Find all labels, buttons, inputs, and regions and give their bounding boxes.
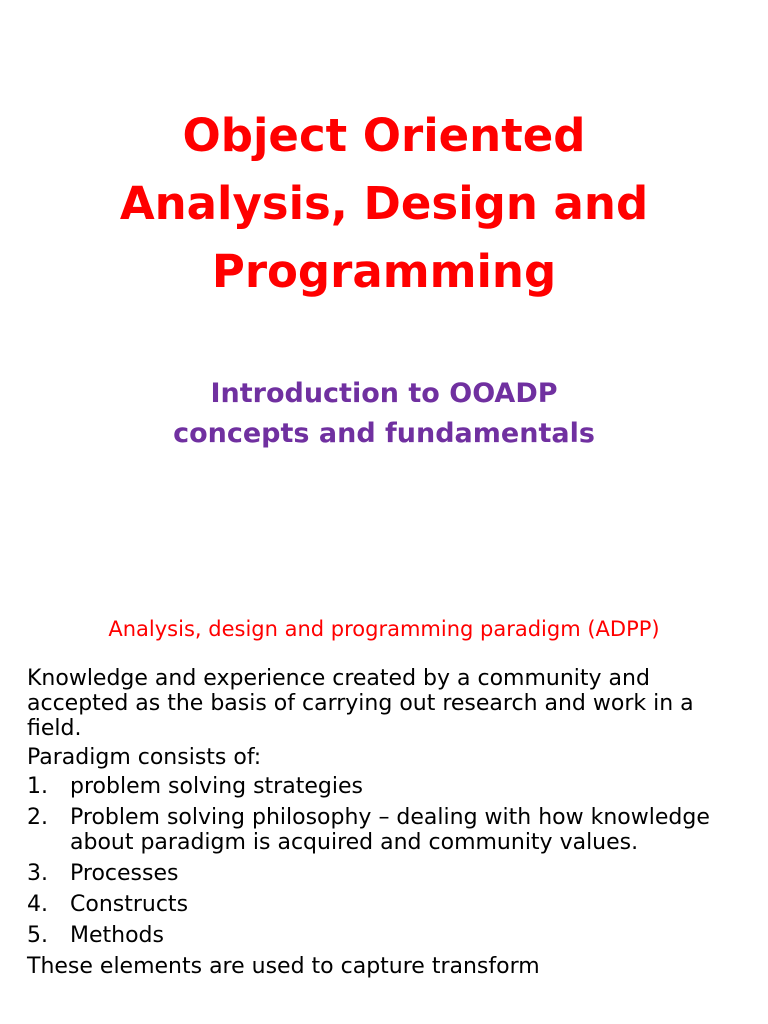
list-number: 2. (27, 805, 48, 830)
list-text: Constructs (70, 892, 189, 917)
list-number: 1. (27, 774, 48, 799)
list-text: Methods (70, 923, 164, 948)
list-number: 5. (27, 923, 48, 948)
list-item (27, 923, 747, 948)
subtitle-line-1: Introduction to OOADP (210, 378, 558, 409)
list-text: Processes (70, 861, 179, 886)
tail-paragraph: These elements are used to capture transform (27, 954, 540, 979)
slide-title (0, 102, 768, 306)
list-text: problem solving strategies (70, 774, 363, 799)
consists-paragraph: Paradigm consists of: (27, 745, 262, 770)
slide-subtitle (0, 374, 768, 454)
list-item (27, 892, 747, 917)
list-item (27, 861, 747, 886)
list-item (27, 774, 747, 799)
subtitle-line-2: concepts and fundamentals (173, 418, 595, 449)
slide-body (27, 666, 747, 979)
title-line-2: Analysis, Design and (119, 177, 649, 230)
paradigm-list (27, 774, 747, 948)
intro-paragraph: Knowledge and experience created by a community and accepted as the basis of carrying out research and work in a field. (27, 666, 694, 741)
list-item (27, 805, 747, 855)
list-number: 3. (27, 861, 48, 886)
slide-heading: Analysis, design and programming paradigm (ADPP) (108, 617, 660, 641)
title-line-3: Programming (211, 245, 557, 298)
content-slide (0, 600, 768, 1024)
list-number: 4. (27, 892, 48, 917)
list-text: Problem solving philosophy – dealing with how knowledge about paradigm is acquired and community values. (70, 805, 710, 855)
title-line-1: Object Oriented (182, 109, 586, 162)
